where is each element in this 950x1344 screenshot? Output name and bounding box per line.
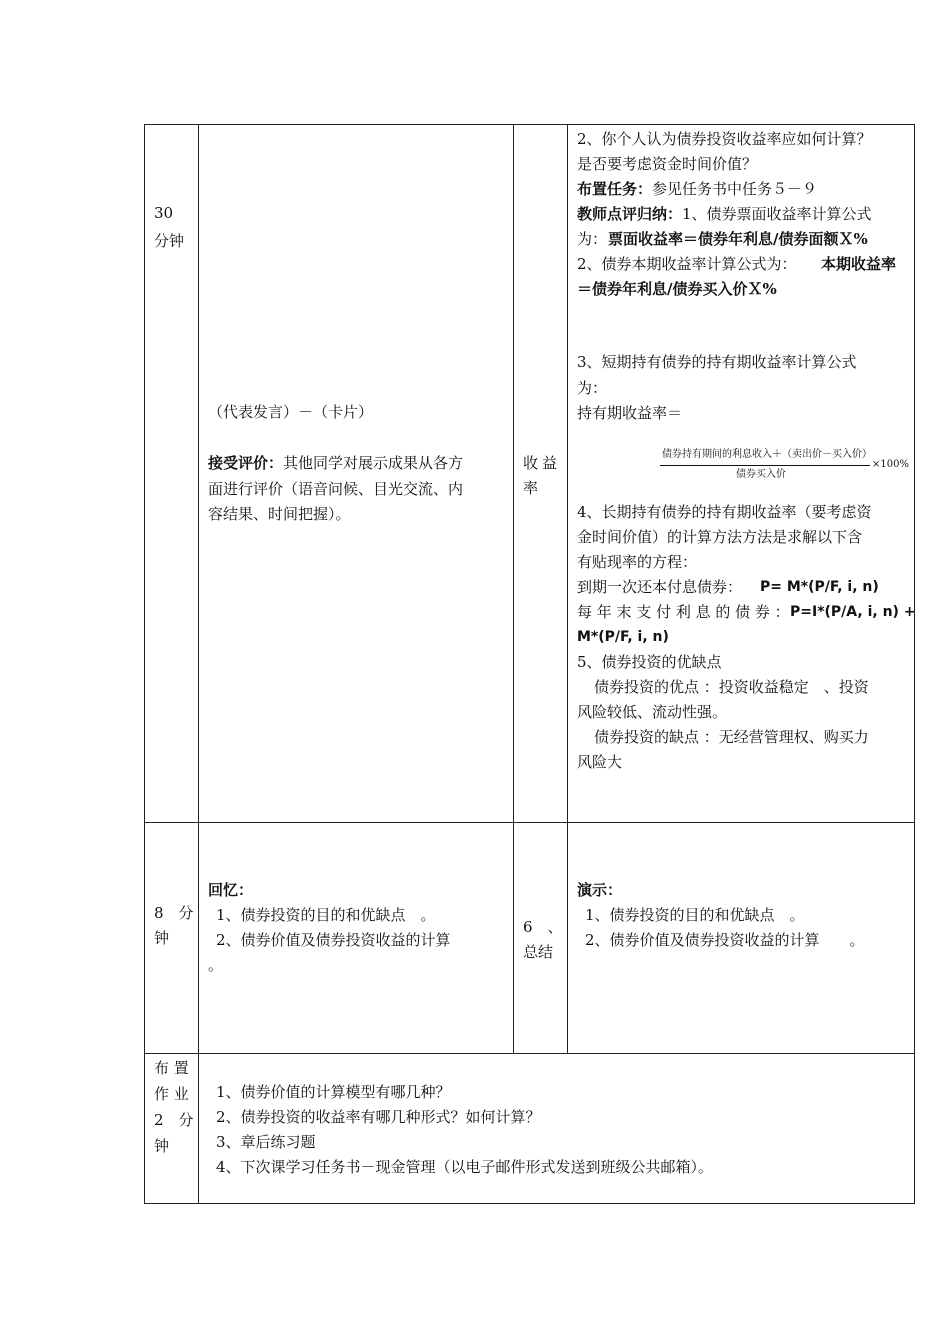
evaluation-text-1: 其他同学对展示成果从各方 <box>283 454 464 472</box>
bond-disadvantages-1: 债券投资的缺点 ：无经营管理权、购买力 <box>594 728 869 746</box>
homework-time-unit: 钟 <box>154 1137 170 1155</box>
current-yield-label: 本期收益率 <box>821 255 897 273</box>
representative-speech: （代表发言）－（卡片） <box>208 403 374 421</box>
teacher-review-text: 1、债券票面收益率计算公式 <box>682 205 872 223</box>
bond-advantages-1: 债券投资的优点 ：投资收益稳定 、投资 <box>594 678 869 696</box>
homework-item-1: 1、债券价值的计算模型有哪几种？ <box>216 1083 451 1101</box>
demo-item-1: 1、债券投资的目的和优缺点 。 <box>585 906 805 924</box>
time-unit: 分钟 <box>154 232 185 250</box>
time-cell-2 <box>144 822 199 1054</box>
time-unit: 钟 <box>154 929 170 947</box>
homework-item-3: 3、章后练习题 <box>216 1133 316 1151</box>
formula-denominator: 债券买入价 <box>736 469 786 480</box>
accept-evaluation-label: 接受评价： <box>208 454 284 472</box>
bond-disadvantages-2: 风险大 <box>577 753 623 771</box>
time-value: 8 分 <box>154 904 194 922</box>
time-cell-1 <box>144 124 199 823</box>
teacher-activity-cell-2 <box>567 822 915 1054</box>
holding-yield-label: 持有期收益率＝ <box>577 404 683 422</box>
long-term-yield-3: 有贴现率的方程： <box>577 553 698 571</box>
homework-cell <box>198 1053 915 1204</box>
topic-line-2: 总结 <box>523 943 554 961</box>
holding-yield-heading-2: 为： <box>577 379 608 397</box>
teacher-review-label: 教师点评归纳： <box>577 205 683 223</box>
topic-line-1: 6 、 <box>523 918 563 936</box>
teacher-activity-cell-1 <box>567 124 915 823</box>
holding-yield-heading-1: 3、短期持有债券的持有期收益率计算公式 <box>577 353 857 371</box>
student-activity-cell-1 <box>198 124 514 823</box>
recall-item-2: 2、债券价值及债券投资收益的计算 <box>216 931 451 949</box>
topic-cell-1 <box>513 124 568 823</box>
formula-multiplier: ×100% <box>872 459 909 470</box>
holding-yield-formula <box>652 445 909 489</box>
face-yield-formula: 票面收益率＝债券年利息/债券面额Ｘ% <box>608 230 868 248</box>
evaluation-text-2: 面进行评价（语音问候、目光交流、内 <box>208 480 464 498</box>
recall-label: 回忆： <box>208 881 254 899</box>
homework-time: 2 分 <box>154 1111 194 1129</box>
time-cell-3 <box>144 1053 199 1204</box>
annual-interest-formula-b: M*(P/F, i, n) <box>577 629 669 645</box>
homework-item-2: 2、债券投资的收益率有哪几种形式？如何计算？ <box>216 1108 541 1126</box>
formula-numerator: 债券持有期间的利息收入＋（卖出价－买入价） <box>662 449 872 460</box>
assign-task-label: 布置任务： <box>577 180 653 198</box>
pros-cons-heading: 5、债券投资的优缺点 <box>577 653 722 671</box>
homework-label-2: 作 业 <box>154 1085 189 1103</box>
lump-sum-bond-text: 到期一次还本付息债券： <box>577 578 743 596</box>
formula-1-prefix: 为： <box>577 230 608 248</box>
recall-item-1: 1、债券投资的目的和优缺点 。 <box>216 906 436 924</box>
lump-sum-bond-formula: P= M*(P/F, i, n) <box>760 579 879 595</box>
demo-item-2: 2、债券价值及债券投资收益的计算 。 <box>585 931 865 949</box>
demo-label: 演示： <box>577 881 623 899</box>
homework-item-4: 4、下次课学习任务书－现金管理（以电子邮件形式发送到班级公共邮箱）。 <box>216 1158 714 1176</box>
annual-interest-bond-text: 每 年 末 支 付 利 息 的 债 券 ： <box>577 603 790 621</box>
long-term-yield-1: 4、长期持有债券的持有期收益率（要考虑资 <box>577 503 872 521</box>
homework-label-1: 布 置 <box>154 1059 189 1077</box>
topic-line-1: 收益 <box>523 454 562 472</box>
question-2-line-2: 是否要考虑资金时间价值？ <box>577 155 758 173</box>
annual-interest-formula-a: P=I*(P/A, i, n) + <box>790 604 916 620</box>
assign-task-text: 参见任务书中任务５－９ <box>652 180 818 198</box>
bond-advantages-2: 风险较低、流动性强。 <box>577 703 728 721</box>
topic-cell-2 <box>513 822 568 1054</box>
student-activity-cell-2 <box>198 822 514 1054</box>
fraction-bar <box>660 465 870 466</box>
evaluation-text-3: 容结果、时间把握）。 <box>208 505 351 523</box>
current-yield-formula: ＝债券年利息/债券买入价Ｘ% <box>577 280 777 298</box>
long-term-yield-2: 金时间价值）的计算方法方法是求解以下含 <box>577 528 863 546</box>
time-value: 30 <box>154 204 174 222</box>
topic-line-2: 率 <box>523 479 539 497</box>
question-2-line-1: 2、你个人认为债券投资收益率应如何计算？ <box>577 130 872 148</box>
formula-2-prefix: 2、债券本期收益率计算公式为： <box>577 255 797 273</box>
recall-item-end: 。 <box>208 956 224 974</box>
